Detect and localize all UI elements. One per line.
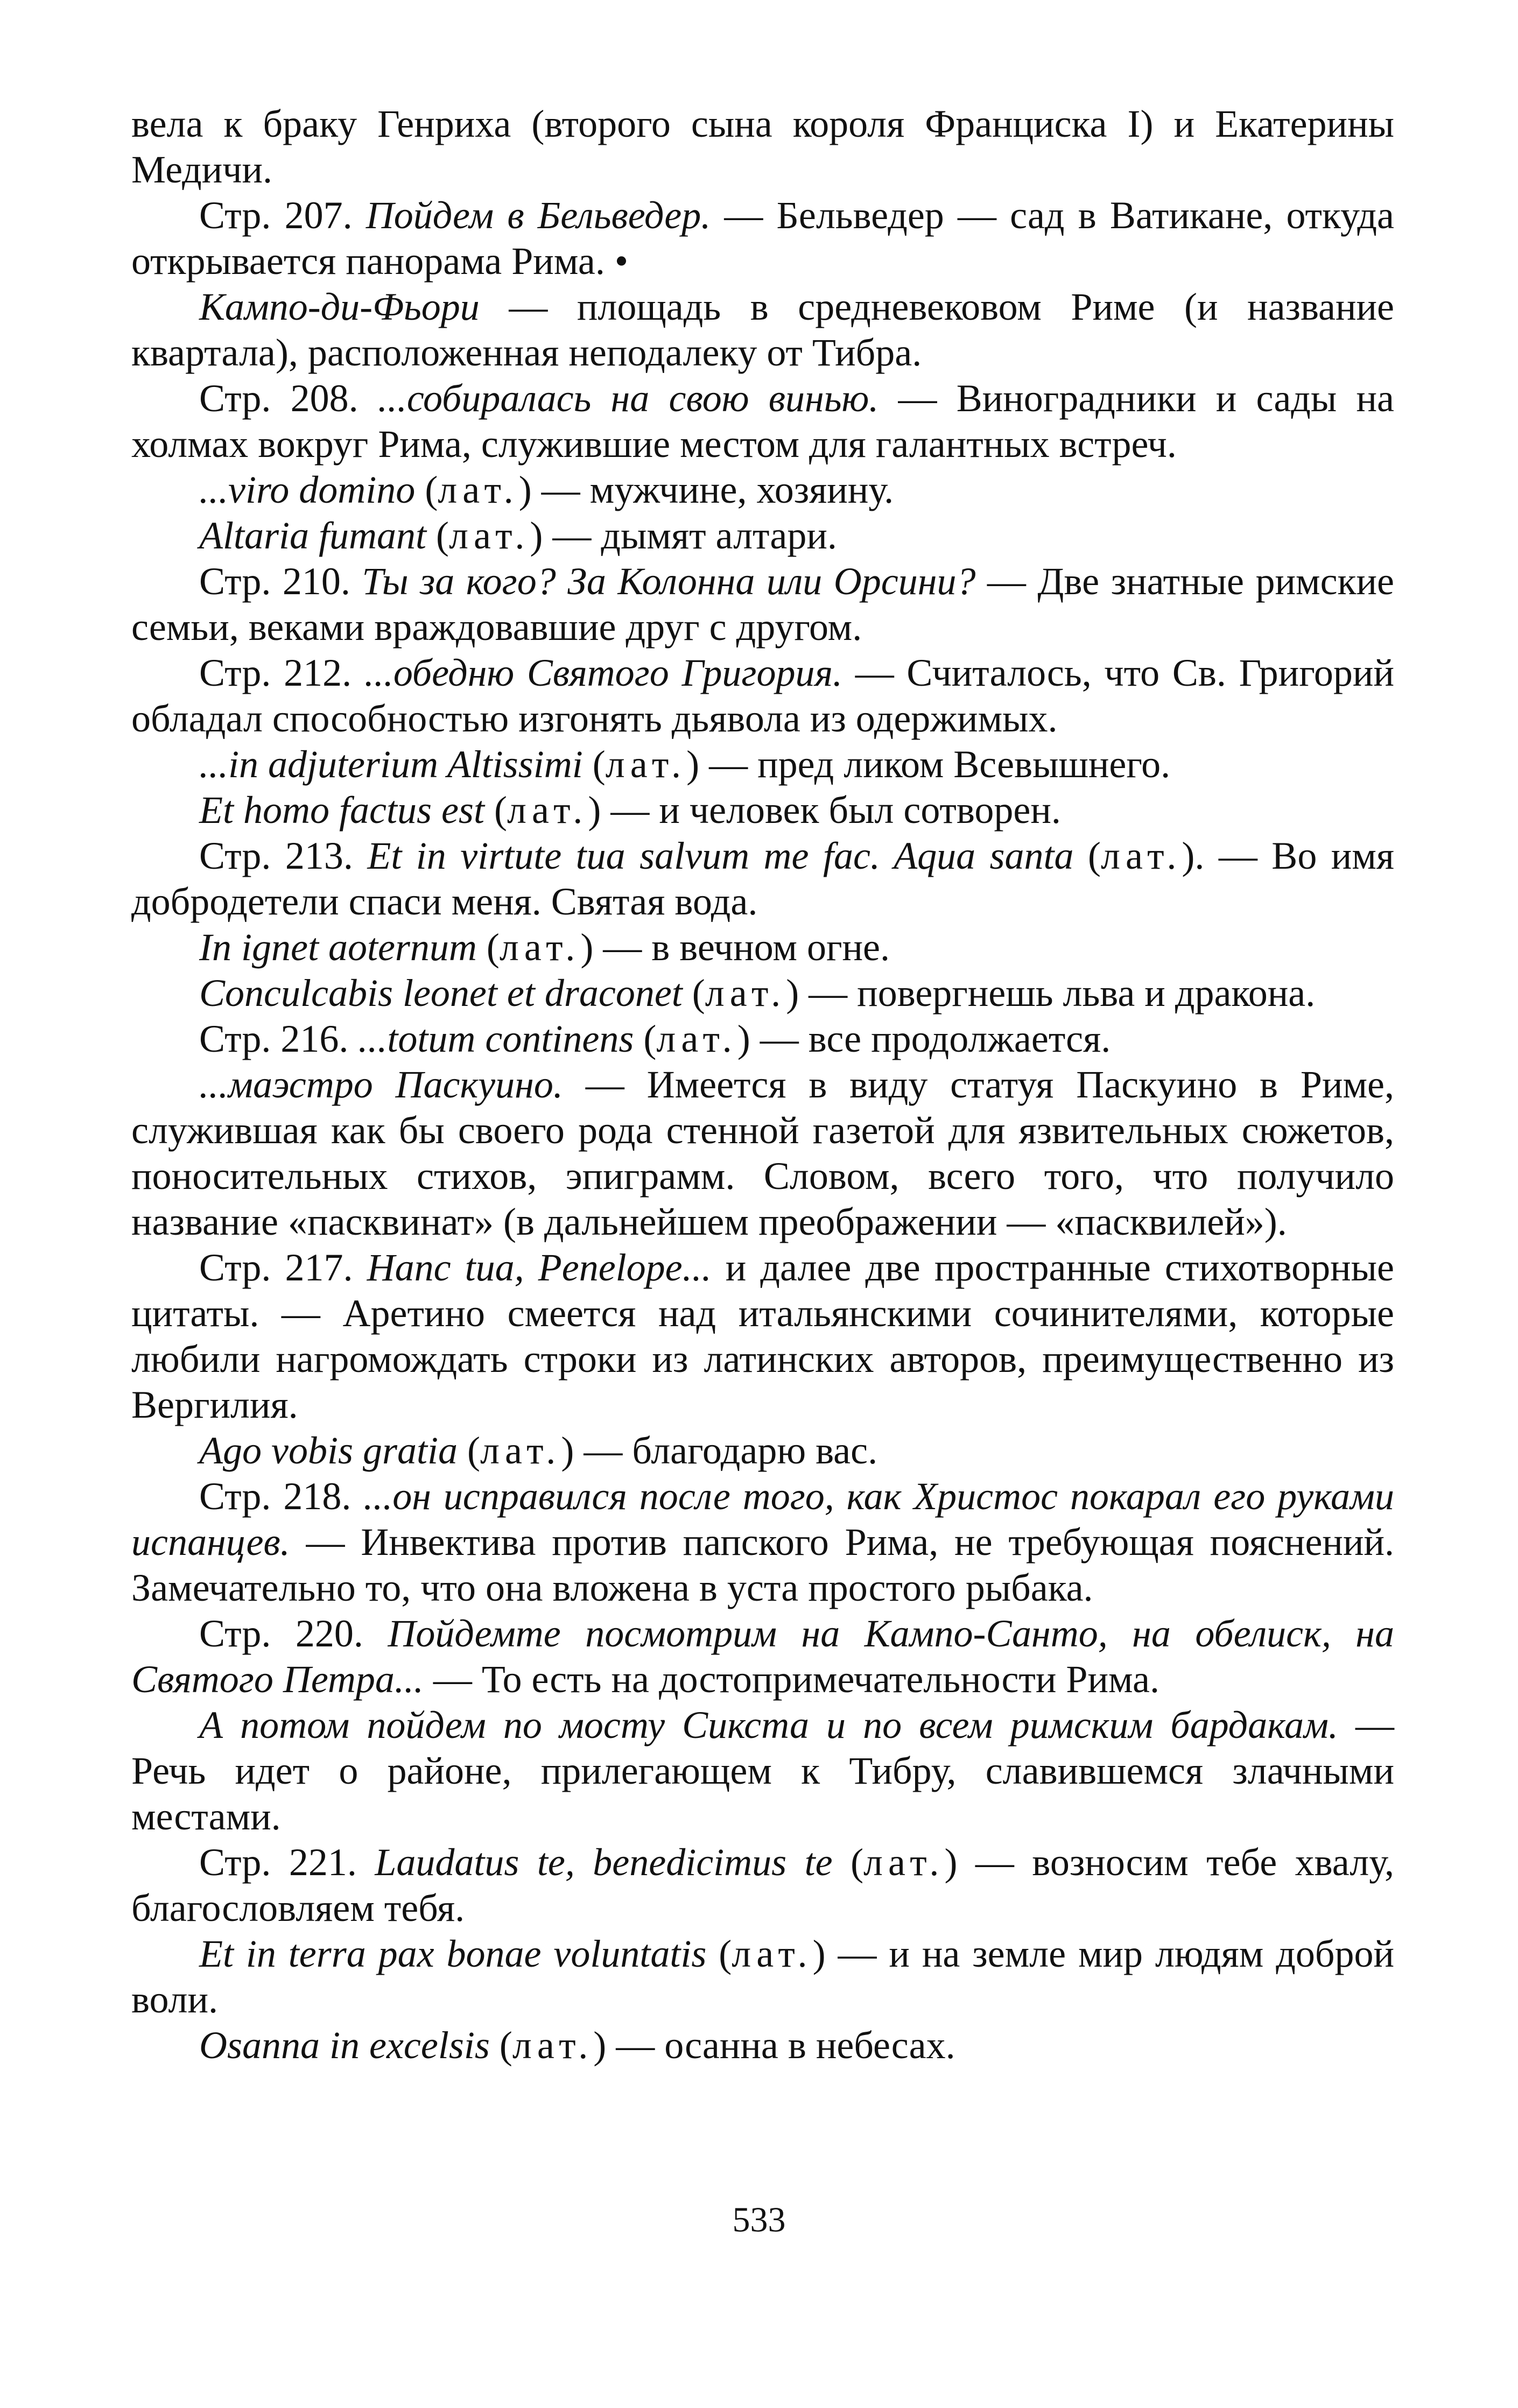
page-number: 533 (732, 2200, 786, 2240)
note-text: — Две знатные римские семьи, веками враждовавшие друг с другом. (131, 560, 1394, 649)
note-text: ) — пред ликом Всевышнего. (686, 743, 1171, 786)
note-text: Стр. 213. (199, 834, 368, 877)
italic-term: Conculcabis leonet et draconet (199, 971, 683, 1015)
note-text: Стр. 208. (199, 377, 378, 420)
note-text: — То есть на достопримечательности Рима. (423, 1658, 1160, 1701)
note-paragraph (131, 559, 1394, 650)
italic-term: Ago vobis gratia (199, 1429, 458, 1472)
note-paragraph (131, 1474, 1394, 1611)
italic-term: Ты за кого? За Колонна или Орсини? (362, 560, 976, 603)
language-abbrev: лат. (499, 926, 581, 969)
language-abbrev: лат. (656, 1017, 737, 1060)
note-text: — Считалось, что Св. Григорий обладал способностью изгонять дьявола из одержимых. (131, 651, 1394, 740)
note-text: ) — все продолжается. (737, 1017, 1111, 1060)
note-text: ( (484, 788, 507, 832)
note-text: и далее две пространные стихотворные цитаты. — Аретино смеется над итальянскими сочинителями, которые любили нагромождать строки из латинских авторов, преимущественно из Вергилия. (131, 1246, 1395, 1426)
language-abbrev: лат. (449, 514, 530, 557)
note-text: ) — в вечном огне. (580, 926, 890, 969)
note-paragraph (131, 650, 1394, 742)
italic-term: ...in adjuterium Altissimi (199, 743, 583, 786)
italic-term: Пойдемте посмотрим на Кампо-Санто, на обелиск, на Святого Петра... (131, 1612, 1395, 1701)
note-text: ( (634, 1017, 657, 1060)
note-paragraph (131, 1702, 1394, 1840)
note-text: ( (415, 468, 438, 511)
language-abbrev: лат. (512, 2024, 594, 2067)
note-text: Стр. 218. (199, 1475, 364, 1518)
italic-term: Hanc tua, Penelope... (367, 1246, 712, 1289)
italic-term: Osanna in excelsis (199, 2024, 490, 2067)
note-paragraph (131, 1062, 1394, 1245)
note-paragraph (131, 513, 1394, 559)
note-paragraph (131, 1840, 1394, 1931)
note-paragraph (131, 1016, 1394, 1062)
note-text: Стр. 220. (199, 1612, 388, 1655)
note-text: — Бельведер — сад в Ватикане, откуда открывается панорама Рима. (131, 194, 1395, 283)
note-text: Стр. 216. (199, 1017, 359, 1060)
note-text: ) — и на земле мир людям доброй воли. (131, 1932, 1394, 2021)
note-text: ( (426, 514, 449, 557)
italic-term: ...обедню Святого Григория. (364, 651, 842, 694)
note-paragraph (131, 1931, 1394, 2023)
note-text: ( (489, 2024, 512, 2067)
italic-term: Et homo factus est (199, 788, 484, 832)
note-text: ) — осанна в небесах. (593, 2024, 955, 2067)
italic-term: Кампо-ди-Фьори (199, 285, 480, 328)
italic-term: Et in terra pax bonae voluntatis (199, 1932, 707, 1975)
italic-term: ...он исправился после того, как Христос покарал его руками испанцев. (131, 1475, 1394, 1564)
language-abbrev: лат. (605, 743, 687, 786)
note-text: Стр. 207. (199, 194, 366, 237)
note-text: — площадь в средневековом Риме (и название квартала), расположенная неподалеку от Тибра. (131, 285, 1394, 374)
note-text: Стр. 221. (199, 1841, 375, 1884)
italic-term: ...totum continens (358, 1017, 634, 1060)
note-paragraph (131, 742, 1394, 787)
note-text: ( (682, 971, 705, 1015)
italic-term: Пойдем в Бельведер. (366, 194, 711, 237)
note-text: — Виноградники и сады на холмах вокруг Рима, служившие местом для галантных встреч. (131, 377, 1395, 466)
language-abbrev: лат. (863, 1841, 945, 1884)
language-abbrev: лат. (438, 468, 519, 511)
note-paragraph (131, 101, 1394, 193)
note-text: — Имеется в виду статуя Паскуино в Риме, служившая как бы своего рода стенной газетой для язвительных сюжетов, поносительных стихов, эпиграмм. Словом, всего того, что получило название «пасквинат» (в дальнейшем преображении — «пасквилей»). (131, 1063, 1394, 1243)
note-text: ( (1073, 834, 1101, 877)
italic-term: ...собиралась на свою винью. (377, 377, 879, 420)
note-text: ( (458, 1429, 480, 1472)
language-abbrev: лат. (732, 1932, 813, 1975)
note-text: ). — Во имя добродетели спаси меня. Святая вода. (131, 834, 1394, 923)
note-paragraph (131, 833, 1394, 925)
note-paragraph (131, 284, 1394, 376)
note-paragraph (131, 970, 1394, 1016)
note-text: вела к браку Генриха (второго сына короля Франциска I) и Екатерины Медичи. (131, 102, 1394, 191)
note-text: ( (476, 926, 500, 969)
note-text: Стр. 217. (199, 1246, 367, 1289)
note-text: ) — и человек был сотворен. (588, 788, 1061, 832)
italic-term: ...маэстро Паскуино. (199, 1063, 563, 1106)
notes-text-block (131, 101, 1394, 2068)
italic-term: ...viro domino (199, 468, 416, 511)
note-text: Стр. 210. (199, 560, 362, 603)
language-abbrev: лат. (705, 971, 786, 1015)
note-paragraph (131, 787, 1394, 833)
note-paragraph (131, 925, 1394, 970)
note-paragraph (131, 193, 1394, 284)
italic-term: Et in virtute tua salvum me fac. Aqua santa (367, 834, 1074, 877)
italic-term: А потом пойдем по мосту Сикста и по всем римским бардакам. (199, 1703, 1338, 1747)
note-text: ) — дымят алтари. (530, 514, 837, 557)
note-text: ) — благодарю вас. (561, 1429, 878, 1472)
language-abbrev: лат. (480, 1429, 561, 1472)
note-text: — Речь идет о районе, прилегающем к Тибру, славившемся злачными местами. (131, 1703, 1395, 1838)
note-text: ) — возносим тебе хвалу, благословляем тебя. (131, 1841, 1395, 1930)
note-paragraph (131, 467, 1394, 513)
note-text: Стр. 212. (199, 651, 364, 694)
note-text: ( (706, 1932, 732, 1975)
note-text: ( (832, 1841, 864, 1884)
language-abbrev: лат. (1101, 834, 1182, 877)
note-paragraph (131, 1428, 1394, 1474)
italic-term: In ignet aoternum (199, 926, 477, 969)
note-text: — Инвектива против папского Рима, не требующая пояснений. Замечательно то, что она вложена в уста простого рыбака. (131, 1520, 1394, 1609)
note-text: ) — мужчине, хозяину. (518, 468, 894, 511)
note-paragraph (131, 376, 1394, 467)
note-paragraph (131, 1245, 1394, 1428)
language-abbrev: лат. (507, 788, 588, 832)
note-paragraph (131, 1611, 1394, 1702)
note-paragraph (131, 2023, 1394, 2068)
note-text: ) — повергнешь льва и дракона. (786, 971, 1316, 1015)
italic-term: Laudatus te, benedicimus te (375, 1841, 833, 1884)
stray-mark: • (614, 240, 629, 283)
italic-term: Altaria fumant (199, 514, 427, 557)
note-text: ( (582, 743, 606, 786)
